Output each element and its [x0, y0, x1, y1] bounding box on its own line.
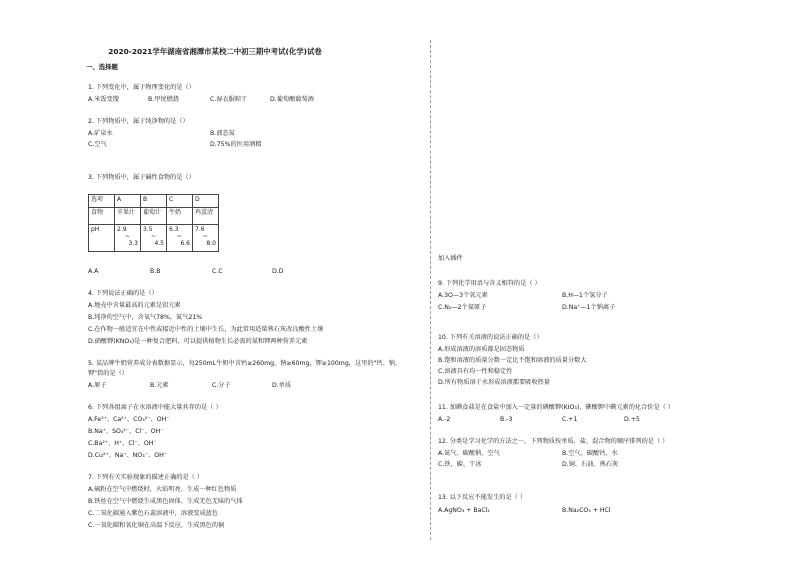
q6-option-a: A.Fe³⁺、Ca²⁺、CO₃²⁻、OH⁻ — [88, 416, 170, 423]
q1-option-a: A.米饭变馊 — [88, 96, 119, 103]
q4-option-d: D.硝酸钾(KNO₃)是一种复合肥料，可以提供植物生长必需的氮和钾两种营养元素 — [88, 338, 308, 345]
ph-tilde: ~ — [176, 233, 183, 240]
ph-low: 2.9 — [117, 226, 127, 233]
table-cell — [141, 225, 167, 252]
question-11-stem: 11. 加碘食盐是在食盐中加入一定量的碘酸钾(KIO₃)，碘酸钾中碘元素的化合价是（ ） — [438, 404, 675, 411]
question-7-stem: 7. 下列有关实验现象的描述正确的是（ ） — [88, 474, 204, 481]
column-divider — [430, 40, 431, 540]
q7-option-d: C.一氧化碳和氧化铜在高温下反应，生成黑色的铜 — [88, 522, 225, 529]
table-cell — [193, 225, 219, 252]
q4-option-b: B.纯净的空气中，含氧气78%，氮气21% — [88, 314, 203, 321]
q2-option-b: B.液态氮 — [210, 130, 235, 137]
q10-option-c: C.溶液具有均一性和稳定性 — [438, 368, 513, 375]
table-cell: 牛奶 — [167, 208, 193, 225]
q1-option-b: B.甲烷燃烧 — [148, 96, 179, 103]
q2-option-c: C.空气 — [88, 141, 107, 148]
q3-option-c: C.C — [212, 268, 223, 275]
page-title: 2020-2021学年湖南省湘潭市某校二中初三期中考试(化学)试卷 — [108, 47, 322, 56]
question-9-stem: 9. 下列化学用语与含义相符的是（ ） — [438, 280, 541, 287]
question-12-stem: 12. 分类是学习化学的方法之一，下列物质按单质、盐、混合物的顺序排列的是（ ） — [438, 438, 669, 445]
table-cell: 苹果汁 — [115, 208, 141, 225]
q10-option-d: D.所有物质溶于水形成溶液都要吸收热量 — [438, 379, 550, 386]
q9-option-d: D.Na⁺—1个钠离子 — [562, 304, 616, 311]
table-row — [89, 195, 219, 208]
question-13-stem: 13. 以下反应不能发生的是（ ） — [438, 494, 527, 501]
table-cell: B — [141, 195, 167, 208]
q9-option-b: B.H—1个氢分子 — [562, 292, 608, 299]
q5-option-a: A.原子 — [88, 382, 107, 389]
ph-low: 6.3 — [169, 226, 179, 233]
q11-option-c: C.+1 — [562, 416, 578, 423]
q5-option-b: B.元素 — [150, 382, 169, 389]
table-cell: 葡萄汁 — [141, 208, 167, 225]
q12-option-d: D.铜、石油、熟石灰 — [562, 461, 619, 468]
q7-option-b: B.铁丝在空气中燃烧生成黑色固体，生成无色无味的气体 — [88, 498, 243, 505]
table-cell: C — [167, 195, 193, 208]
q11-option-a: A.-2 — [438, 416, 451, 423]
section-heading: 一、选择题 — [86, 63, 118, 71]
q6-option-b: B.Na⁺、SO₄²⁻、Cl⁻、OH⁻ — [88, 428, 164, 435]
q3-option-d: D.D — [272, 268, 284, 275]
q5-option-d: D.单质 — [272, 382, 292, 389]
ph-tilde: ~ — [124, 233, 131, 240]
question-4-stem: 4. 下列说法正确的是（） — [88, 290, 158, 297]
question-6-stem: 6. 下列各组离子在水溶液中能大量共存的是（ ） — [88, 404, 222, 411]
ph-low: 3.5 — [143, 226, 153, 233]
ph-high: 4.5 — [154, 240, 164, 247]
question-3-stem: 3. 下列物质中，属于碱性食物的是（） — [88, 174, 195, 181]
right-column-header: 加入插件 — [438, 255, 463, 262]
q12-option-c: C.铁、碳、干冰 — [438, 461, 482, 468]
table-row — [89, 208, 219, 225]
table-cell: 食物 — [89, 208, 115, 225]
q13-option-a: A.AgNO₃ + BaCl₂ — [438, 507, 490, 514]
q6-option-d: D.Cu²⁺、Na⁺、NO₃⁻、OH⁻ — [88, 452, 168, 459]
table-cell: A — [115, 195, 141, 208]
q13-option-b: B.Na₂CO₃ + HCl — [562, 507, 611, 514]
q2-option-a: A.矿泉水 — [88, 130, 113, 137]
ph-high: 6.6 — [180, 240, 190, 247]
q2-option-d: D.75%的医用酒精 — [210, 141, 262, 148]
q5-option-c: C.分子 — [212, 382, 231, 389]
ph-high: 3.3 — [128, 240, 138, 247]
q3-option-a: A.A — [88, 268, 99, 275]
table-cell: pH — [89, 225, 115, 252]
question-1-stem: 1. 下列变化中，属于物理变化的是（） — [88, 84, 195, 91]
question-5-stem-continued: 钾"指的是（） — [88, 370, 128, 377]
ph-high: 8.0 — [206, 240, 216, 247]
q1-option-d: D.葡萄酿葡萄酒 — [270, 96, 314, 103]
question-5-stem: 5. 某品牌牛奶营养成分表数据显示，每250mL牛奶中含钙≥260mg，钠≥60mg，钾≥100mg，这里的"钙、钠、 — [88, 360, 402, 367]
ph-tilde: ~ — [150, 233, 157, 240]
table-cell: 鸡蛋清 — [193, 208, 219, 225]
q12-option-a: A.氮气、碳酸钠、空气 — [438, 450, 500, 457]
table-cell: 选项 — [89, 195, 115, 208]
q9-option-a: A.3O—3个氧元素 — [438, 292, 488, 299]
q6-option-c: C.Ba²⁺、H⁺、Cl⁻、OH⁻ — [88, 440, 157, 447]
q4-option-a: A.地壳中含量最高的元素是铝元素 — [88, 302, 181, 309]
q7-option-a: A.硫粉在空气中燃烧时，火焰明亮，生成一种红色物质 — [88, 486, 237, 493]
q3-option-b: B.B — [150, 268, 161, 275]
table-row — [89, 225, 219, 252]
q1-option-c: C.湿衣服晾干 — [210, 96, 248, 103]
q4-option-c: C.在作物一般适宜在中性或接近中性的土壤中生长，为此常用适量熟石灰改良酸性土壤 — [88, 326, 324, 333]
table-cell: D — [193, 195, 219, 208]
q9-option-c: C.N₂—2个氮原子 — [438, 304, 487, 311]
question-10-stem: 10. 下列有关溶液的说法正确的是（） — [438, 334, 543, 341]
ph-tilde: ~ — [202, 233, 209, 240]
q10-option-b: B.饱和溶液的质量分数一定比不饱和溶液的质量分数大 — [438, 357, 587, 364]
ph-table — [88, 194, 219, 252]
q7-option-c: C.二氧化碳通入紫色石蕊溶液中，溶液变成蓝色 — [88, 510, 219, 517]
table-cell — [167, 225, 193, 252]
ph-low: 7.6 — [195, 226, 205, 233]
q10-option-a: A.形成溶液的溶质都是固态物质 — [438, 346, 525, 353]
table-cell — [115, 225, 141, 252]
q11-option-d: D.+5 — [624, 416, 640, 423]
q12-option-b: B.空气、碳酸钙、水 — [562, 450, 618, 457]
question-2-stem: 2. 下列物质中，属于纯净物的是（） — [88, 118, 189, 125]
q11-option-b: B.-3 — [500, 416, 513, 423]
